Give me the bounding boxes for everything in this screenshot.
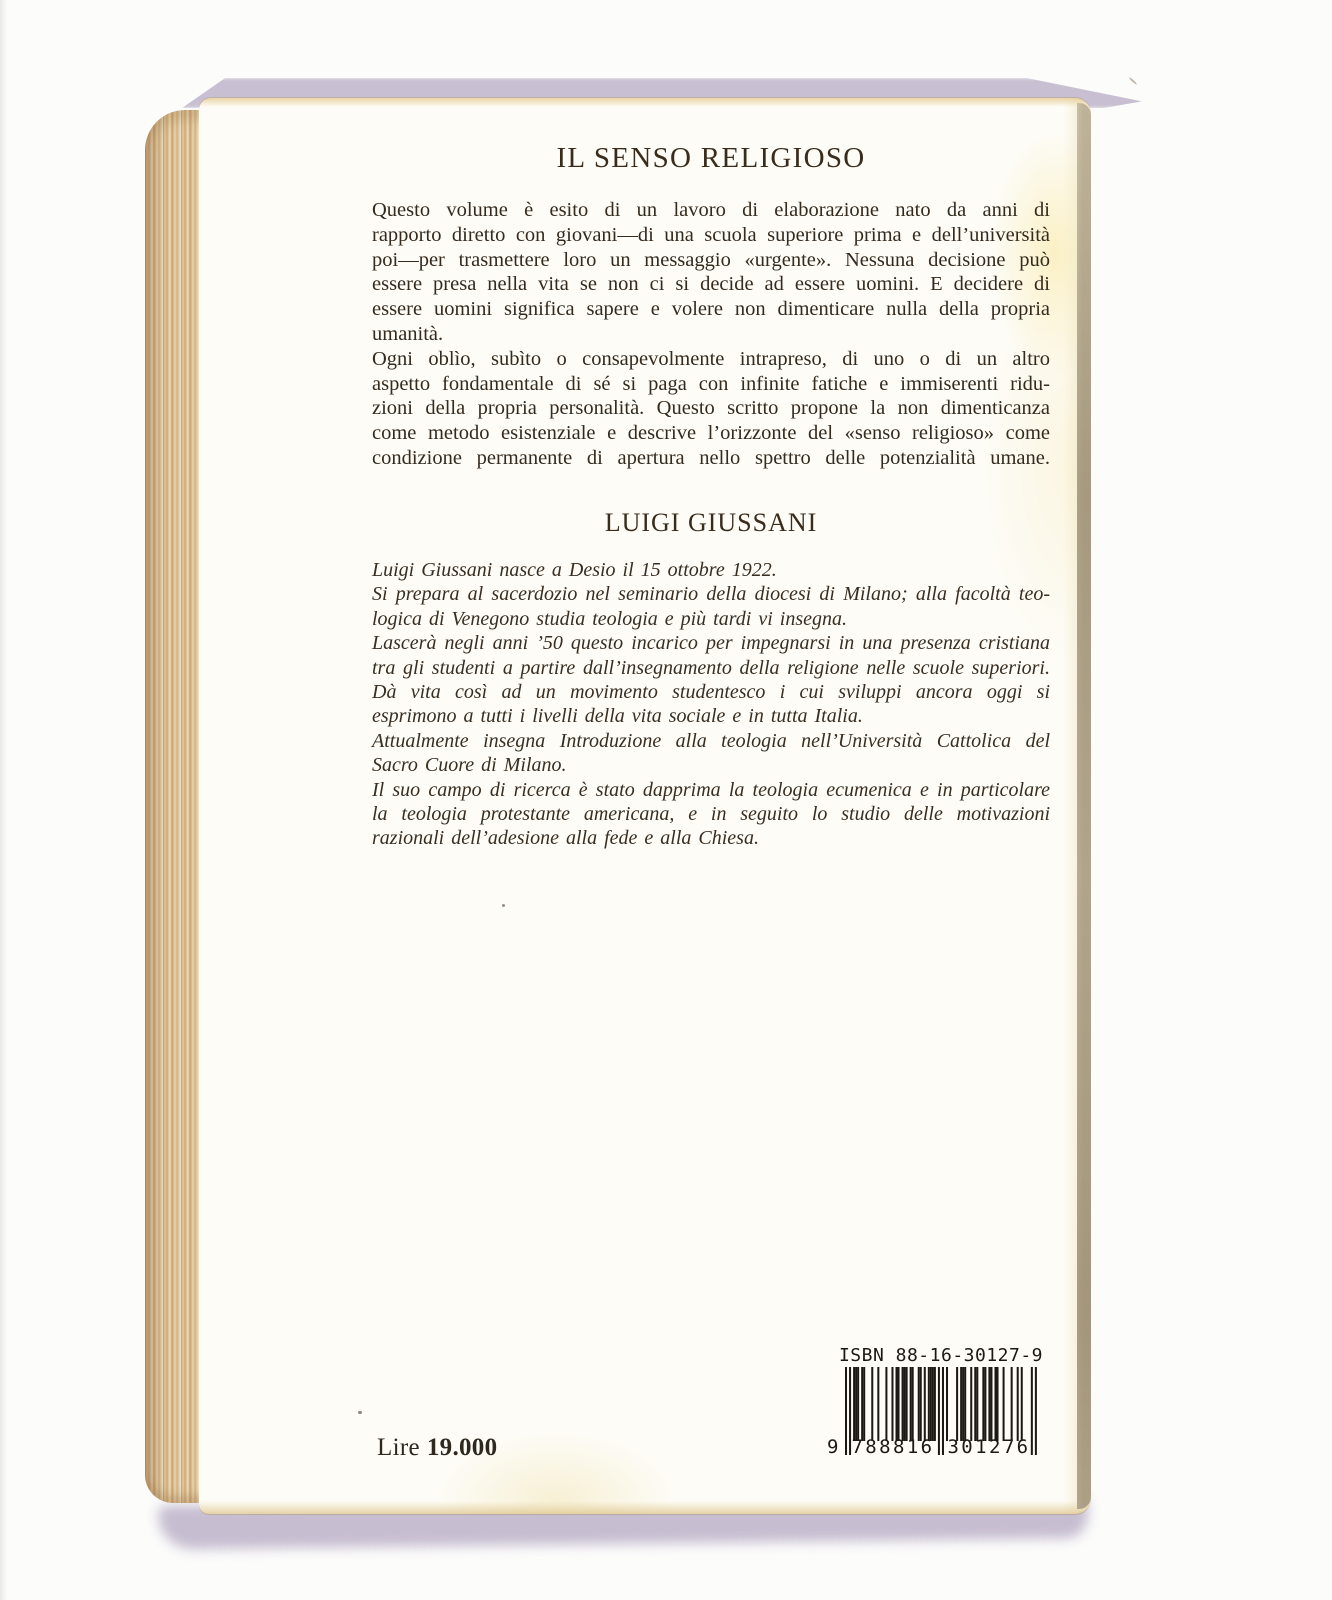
barcode-digit-first: 9 [827, 1436, 839, 1458]
author-bio [372, 558, 1050, 851]
bio-line: Il suo campo di ricerca è stato dapprima la teologia ecumenica e in particolare [372, 778, 1050, 801]
bio-line: tra gli studenti a partire dall’insegnamento della religione nelle scuole superiori. [372, 656, 1050, 679]
ean-barcode [827, 1367, 1037, 1463]
synopsis-line: Questo volume è esito di un lavoro di elaborazione nato da anni di [372, 199, 1050, 221]
synopsis-line: zioni della propria personalità. Questo scritto propone la non dimenticanza [372, 397, 1050, 420]
paper-speck [358, 1411, 362, 1414]
photo-edge-strip [0, 0, 7, 1600]
synopsis-line: essere presa nella vita se non ci si decide ad essere uomini. E decidere di [372, 273, 1050, 296]
isbn-number: ISBN 88-16-30127-9 [838, 1345, 1044, 1366]
bio-line: Si prepara al sacerdozio nel seminario della diocesi di Milano; alla facoltà teo- [372, 583, 1050, 606]
synopsis-line: rapporto diretto con giovani—di una scuola superiore prima e dell’università [372, 223, 1050, 246]
bio-line: Sacro Cuore di Milano. [372, 754, 567, 777]
price-amount: 19.000 [426, 1434, 498, 1461]
bio-line: esprimono a tutti i livelli della vita sociale e in tutta Italia. [372, 705, 863, 728]
bio-line: la teologia protestante americana, e in seguito lo studio delle motivazioni [372, 803, 1050, 826]
synopsis-line: Ogni oblìo, subìto o consapevolmente intrapreso, di uno o di un altro [372, 347, 1050, 370]
bio-line: Lascerà negli anni ’50 questo incarico per impegnarsi in una presenza cristiana [372, 632, 1050, 655]
synopsis-line: condizione permanente di apertura nello spettro delle potenzialità umane. [372, 446, 1050, 469]
author-name-heading: LUIGI GIUSSANI [604, 508, 818, 537]
bio-line: Luigi Giussani nasce a Desio il 15 ottobre 1922. [372, 559, 777, 581]
price [377, 1434, 497, 1462]
book-back-cover [145, 98, 1091, 1514]
bio-line: logica di Venegono studia teologia e più tardi vi insegna. [372, 607, 847, 630]
synopsis [372, 198, 1050, 471]
cover-surface [199, 98, 1091, 1514]
bio-line: razionali dell’adesione alla fede e alla Chiesa. [372, 827, 759, 850]
spine-edge [1077, 103, 1091, 1509]
synopsis-line: umanità. [372, 322, 444, 345]
synopsis-line: poi—per trasmettere loro un messaggio «urgente». Nessuna decisione può [372, 248, 1050, 271]
synopsis-line: essere uomini significa sapere e volere non dimenticare nulla della propria [372, 298, 1050, 321]
price-currency: Lire [377, 1434, 420, 1461]
paper-speck [502, 904, 505, 907]
synopsis-line: aspetto fondamentale di sé si paga con infinite fatiche e immiserenti ridu- [372, 372, 1050, 395]
bio-line: Dà vita così ad un movimento studentesco i cui sviluppi ancora oggi si [372, 681, 1050, 704]
barcode-digits-right: 301276 [947, 1436, 1031, 1458]
paper-speck [1129, 77, 1138, 85]
barcode-digits-left: 788816 [851, 1436, 935, 1458]
book-title: IL SENSO RELIGIOSO [556, 142, 866, 174]
bio-line: Attualmente insegna Introduzione alla teologia nell’Università Cattolica del [372, 729, 1050, 752]
synopsis-line: come metodo esistenziale e descrive l’orizzonte del «senso religioso» come [372, 422, 1050, 445]
